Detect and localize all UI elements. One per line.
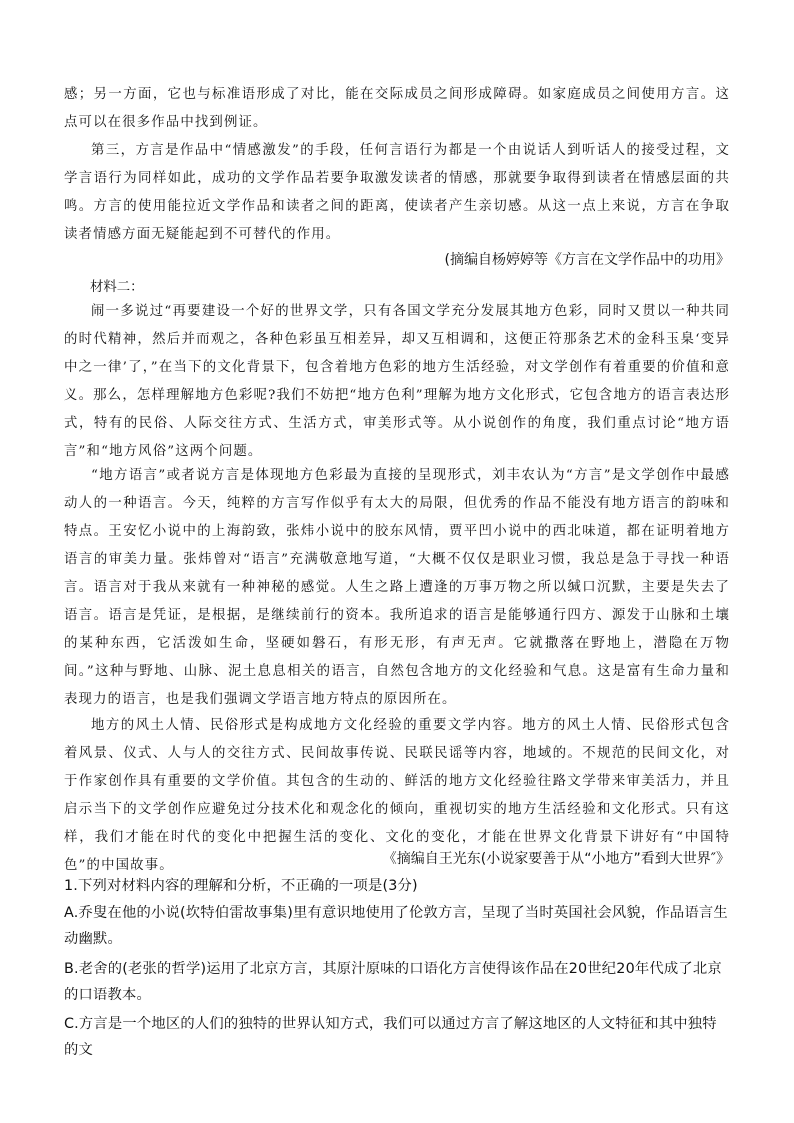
material1-paragraph-third: 第三，方言是作品中“情感激发”的手段，任何言语行为都是一个由说话人到听话人的接受过程，文学言语行为同样如此，成功的文学作品若要争取激发读者的情感，那就要争取得到读者在情感层面的共鸣。方言的使用能拉近文学作品和读者之间的距离，使读者产生亲切感。从这一点上来说，方言在争取读者情感方面无疑能起到不可替代的作用。 [64, 143, 730, 242]
question-option-b: B.老舍的(老张的哲学)运用了北京方言，其原汁原味的口语化方言使得该作品在20世纪20年代成了北京的口语教本。 [64, 961, 722, 1003]
material1-paragraph-tail: 感；另一方面，它也与标准语形成了对比，能在交际成员之间形成障碍。如家庭成员之间使用方言。这点可以在很多作品中找到例证。 [64, 87, 730, 130]
material2-source: 《摘编自王光东(小说家要善于从“小地方”看到大世界″》 [382, 851, 730, 867]
material2-paragraph-1: 闹一多说过“再要建设一个好的世界文学，只有各国文学充分发展其地方色彩，同时又贯以一种共同的时代精神，然后并而观之，各种色彩虽互相差异，却又互相调和，这便正符那条艺术的金科玉臬‘变异中之一律’了，”在当下的文化背景下，包含着地方色彩的地方生活经验，对文学创作有着重要的价值和意义。那么，怎样理解地方色彩呢?我们不妨把“地方色利”理解为地方文化形式，它包含地方的语言表达形式，特有的民俗、人际交往方式、生活方式，审美形式等。从小说创作的角度，我们重点讨论“地方语言”和“地方风俗”这两个问题。 [64, 304, 730, 459]
material2-paragraph-2: “地方语言”或者说方言是体现地方色彩最为直接的呈现形式，刘丰农认为“方言”是文学创作中最感动人的一种语言。今天，纯粹的方言写作似乎有太大的局限，但优秀的作品不能没有地方语言的韵味和特点。王安忆小说中的上海韵致，张炜小说中的胶东风情，贾平凹小说中的西北味道，都在证明着地方语言的审美力量。张炜曾对“语言”充满敬意地写道，“大概不仅仅是职业习惯，我总是急于寻找一种语言。语言对于我从来就有一种神秘的感觉。人生之路上遭逢的万事万物之所以缄口沉默，主要是失去了语言。语言是凭证，是根据，是继续前行的资本。我所追求的语言是能够通行四方、源发于山脉和土壤的某种东西，它活泼如生命，坚硬如磐石，有形无形，有声无声。它就撒落在野地上，潜隐在万物间。”这种与野地、山脉、泥土息息相关的语言，自然包含地方的文化经验和气息。这是富有生命力量和表现力的语言，也是我们强调文学语言地方特点的原因所在。 [64, 468, 730, 707]
material1-source: (摘编自杨婷婷等《方言在文学作品中的功用》 [444, 252, 730, 268]
question-option-a: A.乔叟在他的小说(坎特伯雷故事集)里有意识地使用了伦敦方言，呈现了当时英国社会风貌，作品语言生动幽默。 [64, 905, 728, 947]
question-stem: 1.下列对材料内容的理解和分析，不正确的一项是(3分) [64, 878, 418, 894]
question-option-c: C.方言是一个地区的人们的独特的世界认知方式，我们可以通过方言了解这地区的人文特征和其中独特的文 [64, 1016, 717, 1058]
material2-paragraph-3: 地方的风土人情、民俗形式是构成地方文化经验的重要文学内容。地方的风土人情、民俗形式包含着风景、仪式、人与人的交往方式、民间故事传说、民联民谣等内容，地域的。不规范的民间文化，对于作家创作具有重要的文学价值。其包含的生动的、鲜活的地方文化经验往路文学带来审美活力，并且启示当下的文学创作应避免过分技术化和观念化的倾向，重视切实的地方生活经验和文化形式。只有这样，我们才能在时代的变化中把握生活的变化、文化的变化，才能在世界文化背景下讲好有“中国特色”的中国故事。 [64, 718, 730, 873]
material2-label: 材料二： [90, 280, 144, 295]
